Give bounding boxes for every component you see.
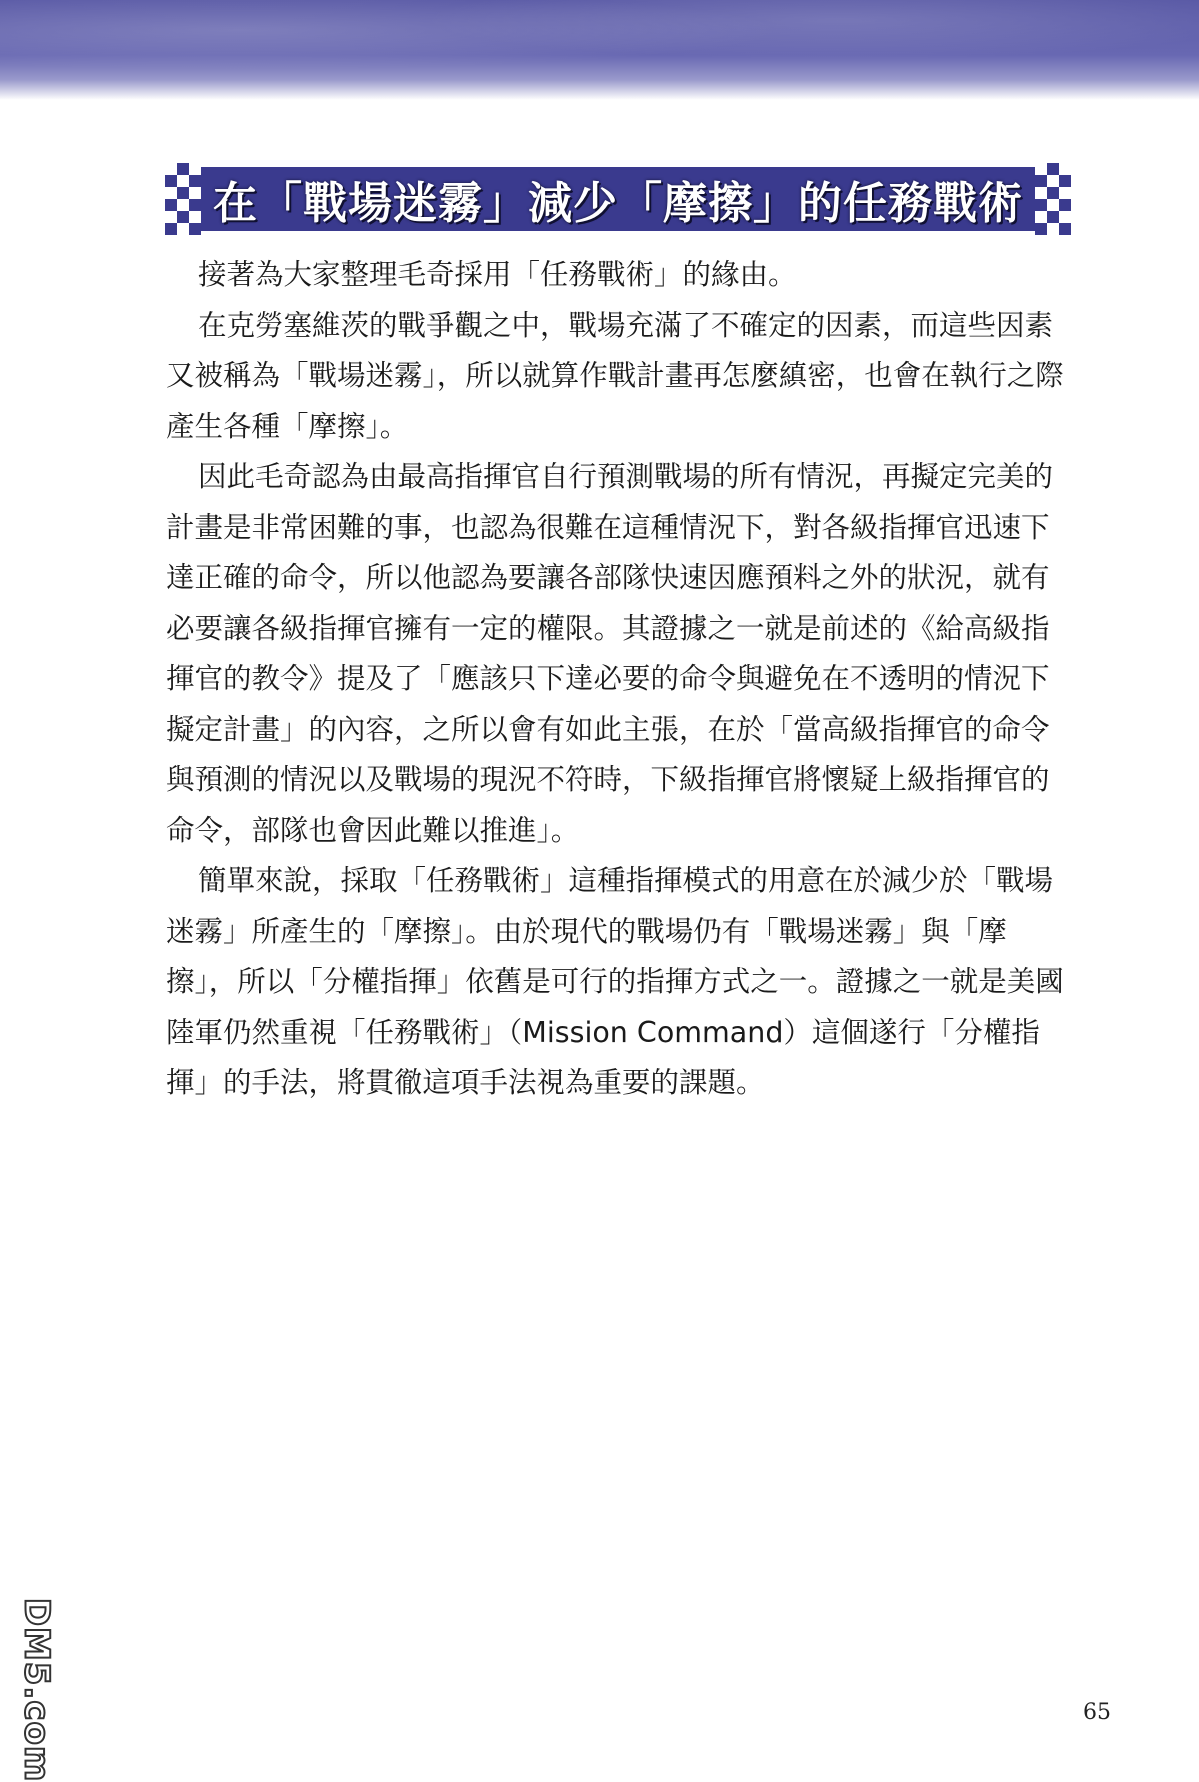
- page-number: 65: [1083, 1700, 1111, 1725]
- watermark-text: DM5.com: [16, 1597, 57, 1782]
- watermark-logo: [14, 1597, 58, 1782]
- decorative-header-band: [0, 0, 1199, 100]
- section-heading-bar: [165, 163, 1071, 235]
- checkered-pattern-right: [1035, 163, 1071, 235]
- section-heading: 在「戰場迷霧」減少「摩擦」的任務戰術: [213, 178, 1023, 229]
- article-body: [166, 250, 1070, 1109]
- paragraph-3: 因此毛奇認為由最高指揮官自行預測戰場的所有情況，再擬定完美的計畫是非常困難的事，也認為很難在這種情況下，對各級指揮官迅速下達正確的命令，所以他認為要讓各部隊快速因應預料之外的狀況，就有必要讓各級指揮官擁有一定的權限。其證據之一就是前述的《給高級指揮官的教令》提及了「應該只下達必要的命令與避免在不透明的情況下擬定計畫」的內容，之所以會有如此主張，在於「當高級指揮官的命令與預測的情況以及戰場的現況不符時，下級指揮官將懷疑上級指揮官的命令，部隊也會因此難以推進」。: [166, 460, 1054, 847]
- heading-background: [201, 167, 1035, 231]
- paragraph-1: 接著為大家整理毛奇採用「任務戰術」的緣由。: [198, 258, 797, 291]
- paragraph-4: 簡單來說，採取「任務戰術」這種指揮模式的用意在於減少於「戰場迷霧」所產生的「摩擦」。由於現代的戰場仍有「戰場迷霧」與「摩擦」，所以「分權指揮」依舊是可行的指揮方式之一。證據之一就是美國陸軍仍然重視「任務戰術」（Mission Command）這個遂行「分權指揮」的手法，將貫徹這項手法視為重要的課題。: [166, 864, 1064, 1099]
- paragraph-2: 在克勞塞維茨的戰爭觀之中，戰場充滿了不確定的因素，而這些因素又被稱為「戰場迷霧」，所以就算作戰計畫再怎麼縝密，也會在執行之際產生各種「摩擦」。: [166, 308, 1064, 443]
- checkered-pattern-left: [165, 163, 201, 235]
